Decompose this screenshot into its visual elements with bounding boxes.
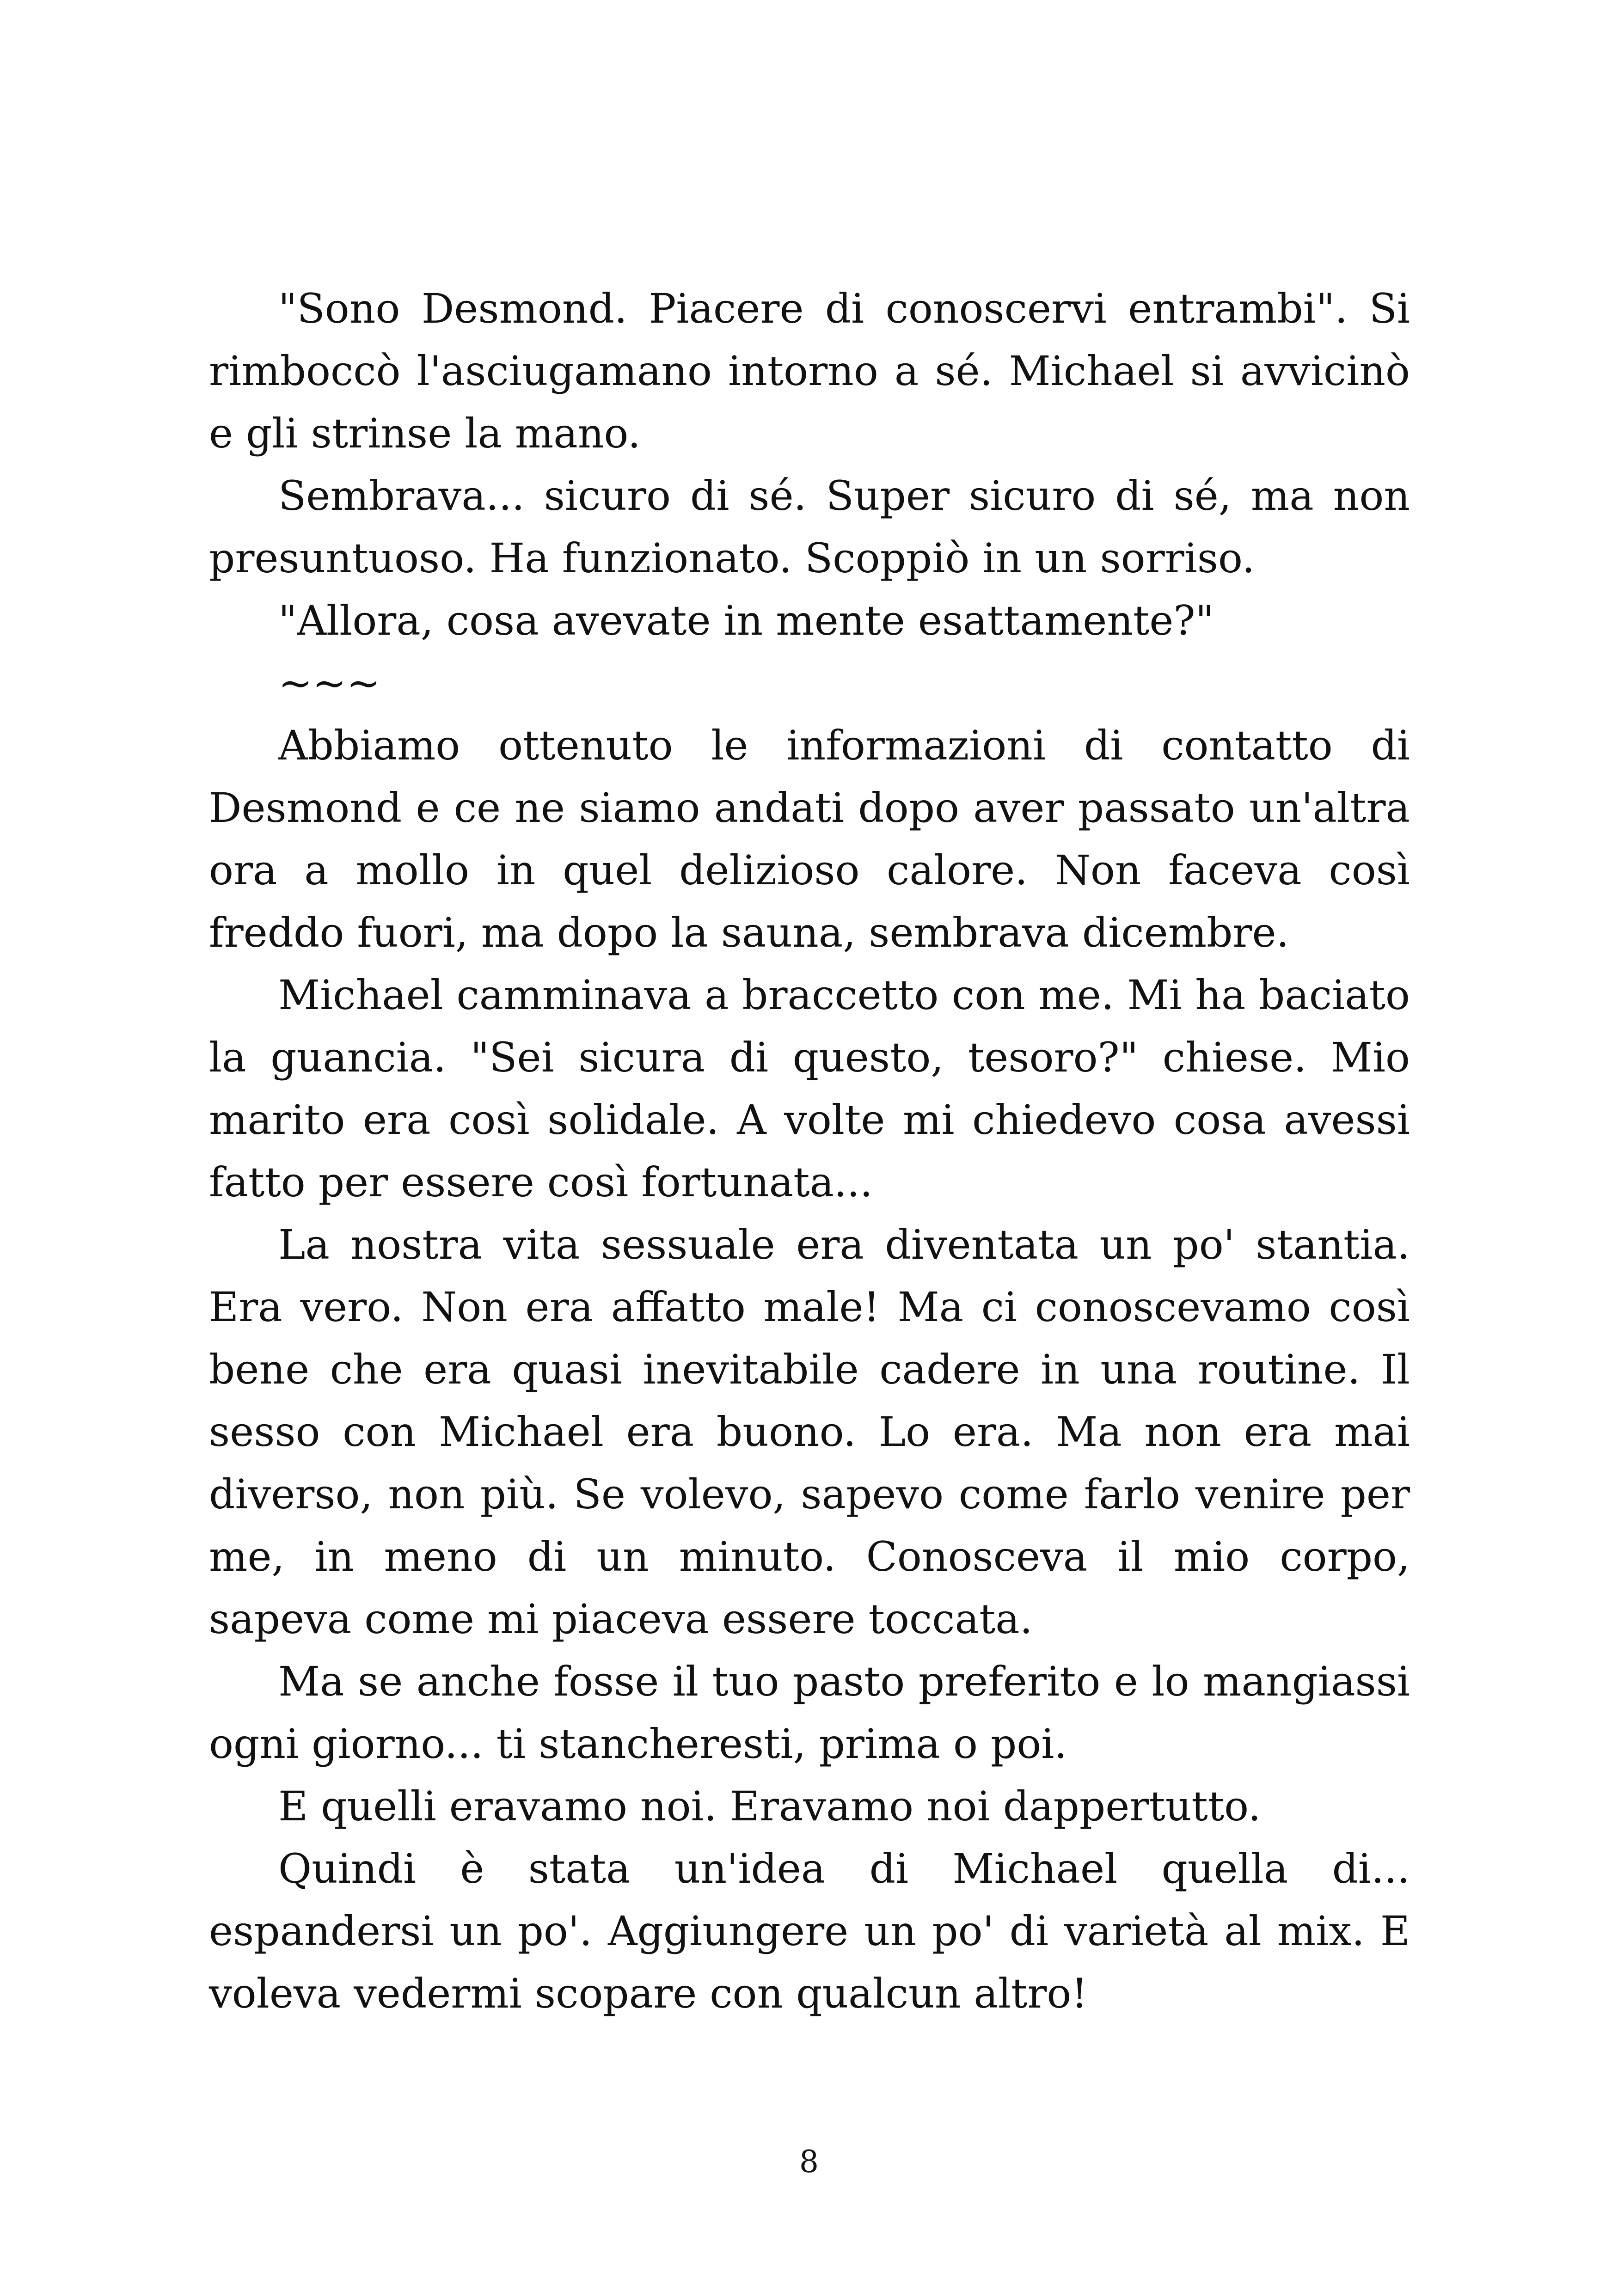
scene-break: ~~~ — [278, 659, 381, 707]
body-text — [209, 277, 1410, 2025]
paragraph-5: Michael camminava a braccetto con me. Mi ha baciato la guancia. "Sei sicura di questo, tesoro?" chiese. Mio marito era così solidale. A volte mi chiedevo cosa avessi fatto per essere così fortunata... — [209, 971, 1410, 1206]
paragraph-7: Ma se anche fosse il tuo pasto preferito e lo mangiassi ogni giorno... ti stancheresti, prima o poi. — [209, 1658, 1410, 1768]
page-number: 8 — [799, 2144, 819, 2180]
paragraph-3: "Allora, cosa avevate in mente esattamente?" — [278, 597, 1214, 644]
paragraph-2: Sembrava... sicuro di sé. Super sicuro di sé, ma non presuntuoso. Ha funzionato. Scoppiò in un sorriso. — [209, 472, 1410, 582]
paragraph-4: Abbiamo ottenuto le informazioni di contatto di Desmond e ce ne siamo andati dopo aver passato un'altra ora a mollo in quel delizioso calore. Non faceva così freddo fuori, ma dopo la sauna, sembrava dicembre. — [209, 722, 1410, 956]
paragraph-9: Quindi è stata un'idea di Michael quella di... espandersi un po'. Aggiungere un po' di varietà al mix. E voleva vedermi scopare con qualcun altro! — [209, 1845, 1410, 2017]
paragraph-1: "Sono Desmond. Piacere di conoscervi entrambi". Si rimboccò l'asciugamano intorno a sé. Michael si avvicinò e gli strinse la mano. — [209, 285, 1410, 457]
paragraph-6: La nostra vita sessuale era diventata un po' stantia. Era vero. Non era affatto male! Ma ci conoscevamo così bene che era quasi inevitabile cadere in una routine. Il sesso con Michael era buono. Lo era. Ma non era mai diverso, non più. Se volevo, sapevo come farlo venire per me, in meno di un minuto. Conosceva il mio corpo, sapeva come mi piaceva essere toccata. — [209, 1221, 1410, 1643]
paragraph-8: E quelli eravamo noi. Eravamo noi dappertutto. — [278, 1782, 1261, 1830]
